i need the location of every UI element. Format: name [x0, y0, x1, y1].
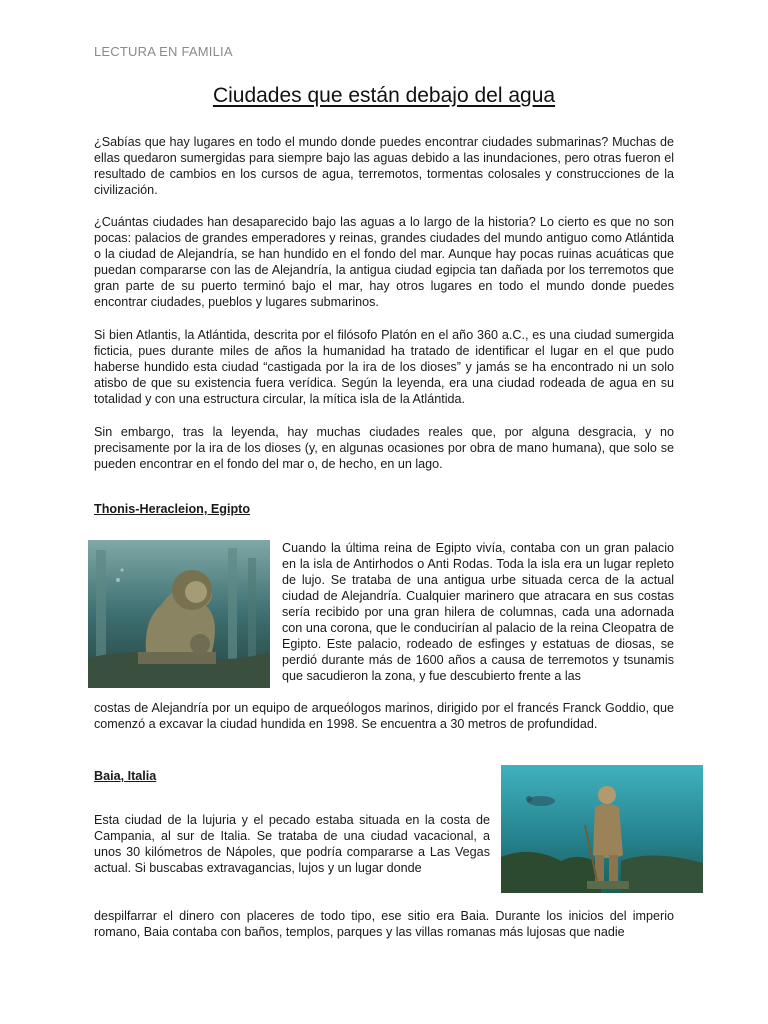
section-heading-thonis: Thonis-Heracleion, Egipto — [94, 502, 251, 516]
page-title: Ciudades que están debajo del agua — [212, 84, 556, 107]
thonis-body-wrapped: Cuando la última reina de Egipto vivía, contaba con un gran palacio en la isla de Antirhodos o Anti Rodas. Toda la isla era un lugar repleto de lujo. Se trataba de una antigua urbe situada cerca de la actual ciudad de Alejandría. Cualquier marinero que atracara en sus costas sería recibido por una gran hilera de columnas, cada una adornada con una corona, que le conducirían al palacio de la reina Cleopatra de Egipto. Este palacio, rodeado de esfinges y estatuas de diosas, se perdió durante más de 1600 años a causa de terremotos y tsunamis que sacudieron la zona, y fue descubierto frente a las — [282, 541, 674, 683]
baia-body-wrapped: Esta ciudad de la lujuria y el pecado estaba situada en la costa de Campania, al sur de Italia. Se trataba de una ciudad vacacional, a unos 30 kilómetros de Nápoles, que podría compararse a Las Vegas actual. Si buscabas extravagancias, lujos y un lugar donde — [94, 813, 490, 875]
underwater-roman-statue-image — [501, 765, 703, 893]
underwater-lion-statue-image — [88, 540, 270, 688]
page-header: LECTURA EN FAMILIA — [94, 44, 233, 59]
intro-paragraph-1: ¿Sabías que hay lugares en todo el mundo donde puedes encontrar ciudades submarinas? Muchas de ellas quedaron sumergidas para siempre bajo las aguas debido a las inundaciones, pero otras fueron el resultado de cambios en los cursos de agua, terremotos, tormentas colosales y construcciones de la civilización. — [94, 135, 674, 197]
intro-paragraph-2: ¿Cuántas ciudades han desaparecido bajo las aguas a lo largo de la historia? Lo cierto es que no son pocas: palacios de grandes emperadores y reinas, grandes ciudades del mundo antiguo como Atlántida o la ciudad de Alejandría, se han hundido en el fondo del mar. Aunque hay pocas ruinas acuáticas que puedan compararse con las de Alejandría, la antigua ciudad egipcia tan dañada por los terremotos que gran parte de su puerto terminó bajo el mar, hay otros lugares en todo el mundo donde puedes encontrar ciudades, pueblos y lugares submarinos. — [94, 215, 674, 309]
section-heading-baia: Baia, Italia — [94, 769, 157, 783]
baia-body-continued: despilfarrar el dinero con placeres de todo tipo, ese sitio era Baia. Durante los inicios del imperio romano, Baia contaba con baños, templos, parques y las villas romanas más lujosas que nadie — [94, 909, 674, 939]
intro-paragraph-4: Sin embargo, tras la leyenda, hay muchas ciudades reales que, por alguna desgracia, y no precisamente por la ira de los dioses (y, en algunas ocasiones por obra de mano humana), que solo se pueden encontrar en el fondo del mar o, de hecho, en un lago. — [94, 425, 674, 471]
intro-paragraph-3: Si bien Atlantis, la Atlántida, descrita por el filósofo Platón en el año 360 a.C., es una ciudad sumergida ficticia, pues durante miles de años la humanidad ha tratado de identificar el lugar en el que pudo haberse hundido esta ciudad “castigada por la ira de los dioses” y jamás se ha encontrado ni un solo atisbo de que su existencia fuera verídica. Según la leyenda, era una ciudad rodeada de agua en su totalidad y con una estructura circular, la mítica isla de la Atlántida. — [94, 328, 674, 406]
thonis-body-continued: costas de Alejandría por un equipo de arqueólogos marinos, dirigido por el francés Franck Goddio, que comenzó a excavar la ciudad hundida en 1998. Se encuentra a 30 metros de profundidad. — [94, 701, 674, 731]
